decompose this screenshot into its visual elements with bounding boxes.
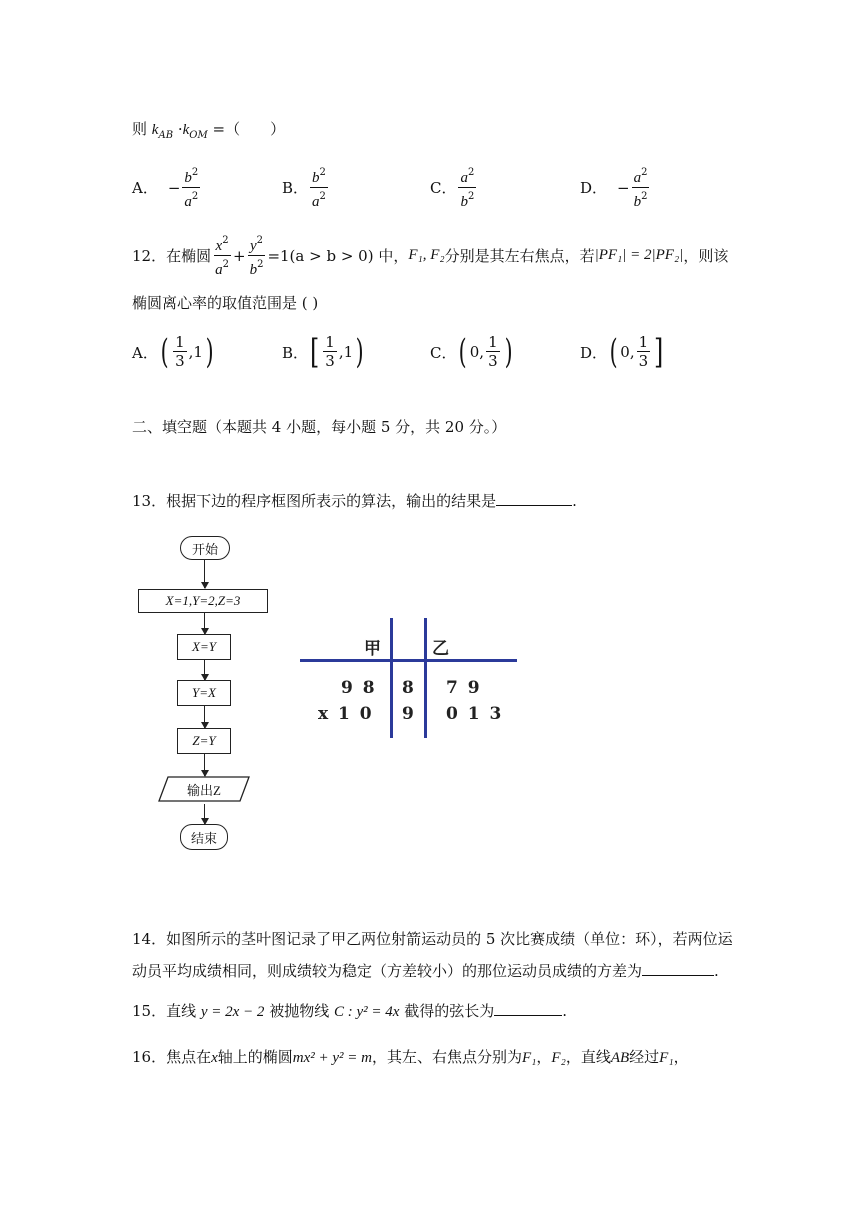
stem-leaf-right-divider <box>424 618 427 738</box>
q11-option-d: D． − $\frac{a^2}{b^2}$ <box>580 164 651 211</box>
flowchart-output: 输出Z <box>187 782 221 798</box>
stem-leaf-row2-stem: 9 <box>402 704 414 724</box>
q12-option-c: C． ( 0, $\frac{1}{3}$ ) <box>430 332 513 372</box>
stem-leaf-left-divider <box>390 618 393 738</box>
q14-stem-line1: 14．如图所示的茎叶图记录了甲乙两位射箭运动员的 5 次比赛成绩（单位：环），若两位运 <box>132 930 733 948</box>
fraction: $\frac{a^2}{b^2}$ <box>632 164 650 211</box>
stem-leaf-row1-right: 7 9 <box>446 678 480 698</box>
stem-leaf-row2-left: x 1 0 <box>318 704 372 724</box>
q16-stem: 16．焦点在x轴上的椭圆mx² + y² = m，其左、右焦点分别为F₁，F₂，直线AB经过F₁， <box>132 1048 689 1066</box>
stem-leaf-right-header: 乙 <box>432 639 449 659</box>
stem-leaf-left-header: 甲 <box>364 639 381 659</box>
q12-option-a: A． ( $\frac{1}{3}$ ,1 ) <box>132 332 214 372</box>
stem-leaf-row2-right: 0 1 3 <box>446 704 502 724</box>
q11-option-b: B． $\frac{b^2}{a^2}$ <box>282 164 330 211</box>
stem-leaf-horizontal-line <box>300 659 517 662</box>
fraction: $\frac{b^2}{a^2}$ <box>310 164 328 211</box>
flow-arrow <box>204 660 205 680</box>
q12-stem-line2: 椭圆离心率的取值范围是 ( ) <box>132 294 319 312</box>
flow-arrow <box>204 754 205 776</box>
q12-option-d: D． ( 0, $\frac{1}{3}$ ] <box>580 332 664 372</box>
q11-option-c: C． $\frac{a^2}{b^2}$ <box>430 164 478 211</box>
flowchart-step-1: X=Y <box>177 634 231 660</box>
fraction: $\frac{a^2}{b^2}$ <box>458 164 476 211</box>
q11-stem: 则 $k_{AB} \cdot k_{OM}$ =（ ） <box>132 120 286 141</box>
q12-stem: 12． 在椭圆 $\frac{x^2}{a^2}$ + $\frac{y^2}{b^2}$ =1(a > b > 0) 中， F₁, F₂ 分别是其左右焦点，若 |PF₁| = 2|PF₂| ，则该 <box>132 232 728 279</box>
q13-stem: 13．根据下边的程序框图所表示的算法，输出的结果是 . <box>132 492 577 510</box>
q11-option-a: A． − $\frac{b^2}{a^2}$ <box>132 164 202 211</box>
flow-arrow <box>204 560 205 588</box>
flowchart-init: X=1,Y=2,Z=3 <box>138 589 268 613</box>
flow-arrow <box>204 706 205 728</box>
fraction-x: $\frac{x^2}{a^2}$ <box>213 232 231 279</box>
fraction-y: $\frac{y^2}{b^2}$ <box>248 232 266 279</box>
q12-option-b: B． [ $\frac{1}{3}$ ,1 ) <box>282 332 364 372</box>
flowchart-start: 开始 <box>180 536 230 560</box>
q15-stem: 15．直线 y = 2x − 2 被抛物线 C : y² = 4x 截得的弦长为 . <box>132 1002 568 1020</box>
flowchart-end: 结束 <box>180 824 228 850</box>
flow-arrow <box>204 804 205 824</box>
section-heading: 二、填空题（本题共 4 小题，每小题 5 分，共 20 分。） <box>132 418 507 436</box>
q14-stem-line2: 动员平均成绩相同，则成绩较为稳定（方差较小）的那位运动员成绩的方差为 . <box>132 962 719 980</box>
fraction: $\frac{b^2}{a^2}$ <box>182 164 200 211</box>
flowchart-step-2: Y=X <box>177 680 231 706</box>
flow-arrow <box>204 613 205 634</box>
stem-leaf-row1-left: 9 8 <box>341 678 375 698</box>
flowchart-step-3: Z=Y <box>177 728 231 754</box>
stem-leaf-row1-stem: 8 <box>402 678 414 698</box>
